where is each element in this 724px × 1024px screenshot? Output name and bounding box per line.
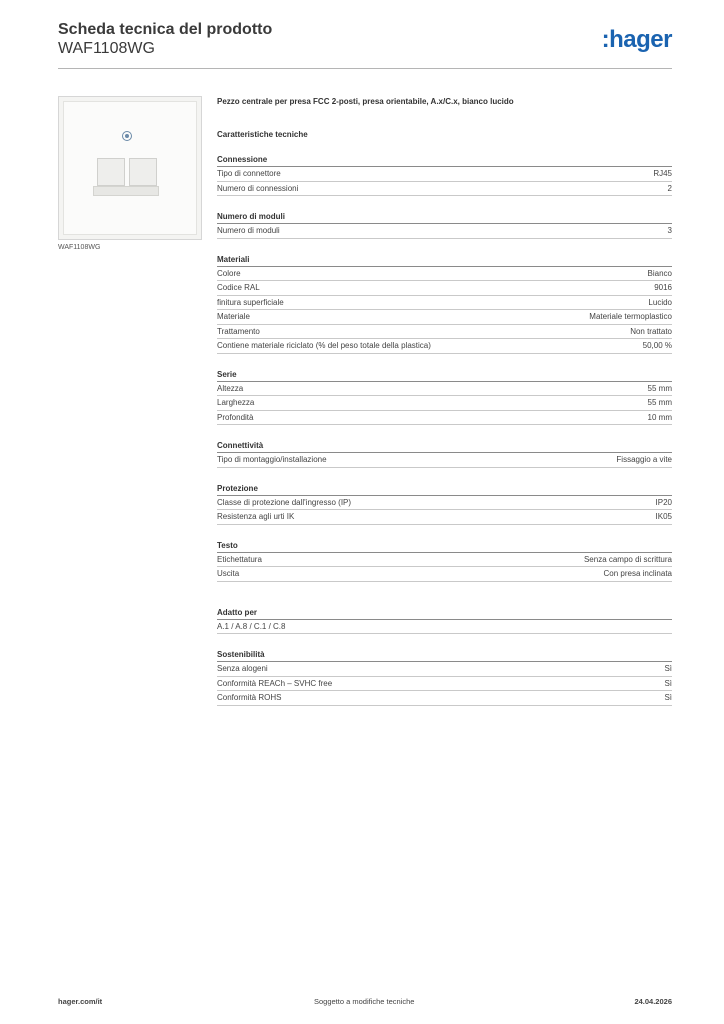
spec-row bbox=[217, 662, 672, 677]
spec-section bbox=[217, 649, 672, 706]
spec-row bbox=[217, 182, 672, 197]
spec-section bbox=[217, 440, 672, 468]
hager-logo: :hager bbox=[601, 26, 672, 53]
spec-section bbox=[217, 211, 672, 239]
spec-label: Codice RAL bbox=[217, 283, 260, 292]
page-header bbox=[58, 20, 672, 68]
spec-row bbox=[217, 310, 672, 325]
spec-label: Numero di connessioni bbox=[217, 183, 299, 193]
spec-sections bbox=[217, 154, 672, 706]
spec-label: Classe di protezione dall'ingresso (IP) bbox=[217, 497, 352, 507]
spec-row bbox=[217, 677, 672, 692]
spec-label: finitura superficiale bbox=[217, 297, 284, 307]
spec-label: Senza alogeni bbox=[217, 664, 268, 673]
spec-value: 10 mm bbox=[647, 412, 672, 422]
spec-value: IK05 bbox=[655, 512, 672, 521]
spec-value: Con presa inclinata bbox=[603, 569, 672, 578]
spec-label: Uscita bbox=[217, 569, 240, 578]
spec-label: Larghezza bbox=[217, 398, 255, 407]
product-image bbox=[58, 96, 202, 240]
spec-label: Materiale bbox=[217, 312, 250, 321]
section-spacer bbox=[217, 582, 672, 592]
spec-row bbox=[217, 296, 672, 311]
spec-value: Fissaggio a vite bbox=[616, 455, 672, 464]
spec-value: Lucido bbox=[648, 297, 672, 307]
spec-section bbox=[217, 154, 672, 196]
header-divider bbox=[58, 68, 672, 69]
spec-label: Altezza bbox=[217, 383, 244, 393]
spec-section bbox=[217, 483, 672, 525]
spec-label: Trattamento bbox=[217, 326, 260, 336]
footer-website: hager.com/it bbox=[58, 997, 103, 1006]
spec-label: Numero di moduli bbox=[217, 226, 280, 235]
spec-value: Bianco bbox=[647, 268, 672, 278]
spec-content bbox=[217, 96, 672, 706]
spec-value: Non trattato bbox=[630, 326, 672, 336]
spec-row bbox=[217, 510, 672, 525]
spec-row bbox=[217, 620, 672, 635]
product-description: Pezzo centrale per presa FCC 2-posti, presa orientabile, A.x/C.x, bianco lucido bbox=[217, 97, 514, 106]
spec-value: 9016 bbox=[654, 283, 672, 292]
spec-row bbox=[217, 496, 672, 511]
rj45-socket-right bbox=[129, 158, 157, 186]
spec-value: RJ45 bbox=[653, 169, 672, 178]
spec-row bbox=[217, 453, 672, 468]
footer-date: 24.04.2026 bbox=[634, 997, 672, 1006]
spec-label: Tipo di montaggio/installazione bbox=[217, 455, 327, 464]
spec-label: Conformità ROHS bbox=[217, 693, 282, 702]
spec-section bbox=[217, 540, 672, 582]
spec-section bbox=[217, 254, 672, 354]
spec-value: 50,00 % bbox=[642, 341, 672, 350]
product-code: WAF1108WG bbox=[58, 40, 155, 57]
spec-section bbox=[217, 369, 672, 426]
characteristics-heading: Caratteristiche tecniche bbox=[217, 130, 308, 139]
spec-value: Materiale termoplastico bbox=[589, 312, 672, 321]
spec-label: Colore bbox=[217, 268, 241, 278]
spec-value: 2 bbox=[667, 183, 672, 193]
spec-label: Resistenza agli urti IK bbox=[217, 512, 295, 521]
spec-row bbox=[217, 281, 672, 296]
rj45-socket-left bbox=[97, 158, 125, 186]
spec-row bbox=[217, 553, 672, 568]
spec-value: Sì bbox=[664, 664, 672, 673]
page-title: Scheda tecnica del prodotto bbox=[58, 21, 273, 38]
spec-label: Contiene materiale riciclato (% del peso totale della plastica) bbox=[217, 341, 431, 350]
section-title: Protezione bbox=[217, 483, 672, 496]
section-title: Materiali bbox=[217, 254, 672, 267]
spec-value: 3 bbox=[667, 226, 672, 235]
socket-hood bbox=[93, 186, 159, 196]
section-title: Serie bbox=[217, 369, 672, 382]
section-title: Connessione bbox=[217, 154, 672, 167]
spec-value: 55 mm bbox=[647, 383, 672, 393]
spec-value: 55 mm bbox=[647, 398, 672, 407]
spec-row bbox=[217, 691, 672, 706]
spec-row bbox=[217, 267, 672, 282]
spec-row bbox=[217, 411, 672, 426]
section-title: Connettività bbox=[217, 440, 672, 453]
spec-value: Sì bbox=[664, 693, 672, 702]
spec-value: IP20 bbox=[655, 497, 672, 507]
section-title: Sostenibilità bbox=[217, 649, 672, 662]
spec-row bbox=[217, 224, 672, 239]
spec-label: A.1 / A.8 / C.1 / C.8 bbox=[217, 621, 286, 631]
spec-label: Profondità bbox=[217, 412, 254, 422]
screw-icon bbox=[122, 131, 132, 141]
spec-value: Senza campo di scrittura bbox=[583, 554, 672, 564]
spec-row bbox=[217, 339, 672, 354]
spec-label: Conformità REACh – SVHC free bbox=[217, 678, 333, 688]
section-title: Testo bbox=[217, 540, 672, 553]
footer-note: Soggetto a modifiche tecniche bbox=[314, 997, 415, 1006]
spec-row bbox=[217, 382, 672, 397]
spec-label: Etichettatura bbox=[217, 554, 262, 564]
spec-row bbox=[217, 567, 672, 582]
spec-row bbox=[217, 396, 672, 411]
spec-row bbox=[217, 325, 672, 340]
section-title: Adatto per bbox=[217, 607, 672, 620]
spec-value: Sì bbox=[664, 678, 672, 688]
spec-section bbox=[217, 607, 672, 635]
spec-row bbox=[217, 167, 672, 182]
image-caption: WAF1108WG bbox=[58, 244, 101, 251]
spec-label: Tipo di connettore bbox=[217, 169, 281, 178]
section-title: Numero di moduli bbox=[217, 211, 672, 224]
